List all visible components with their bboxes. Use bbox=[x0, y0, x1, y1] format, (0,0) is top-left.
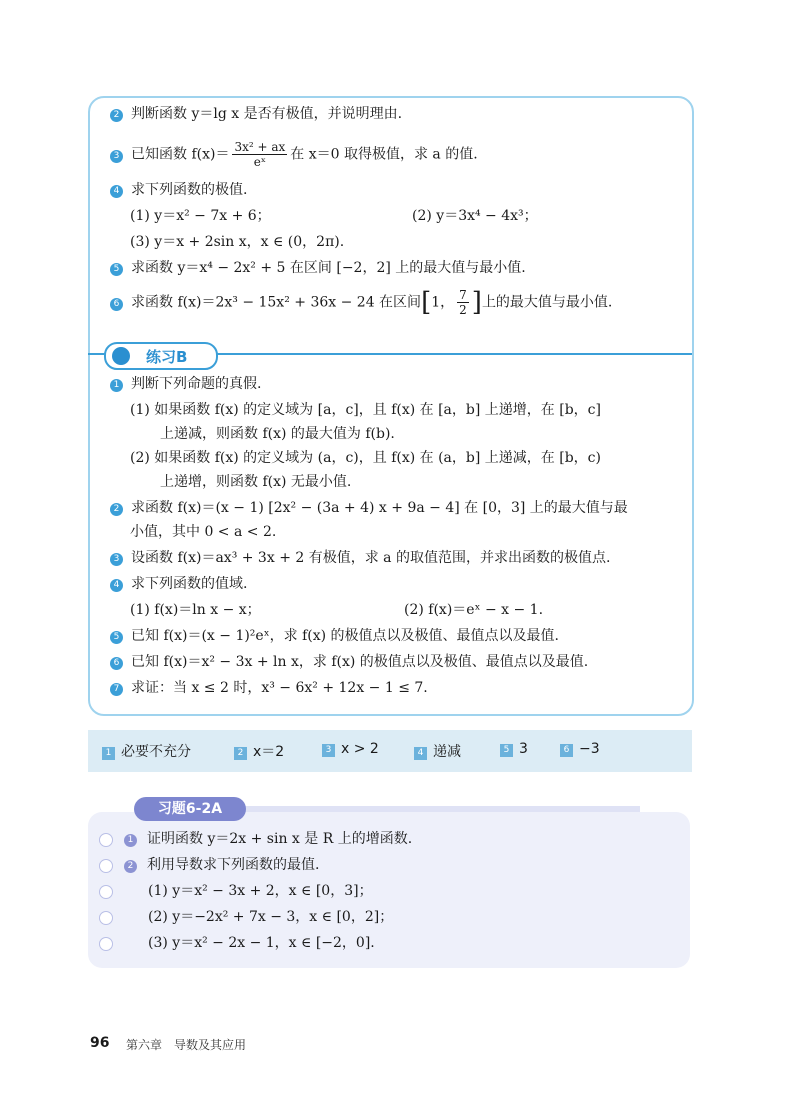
question-number: 5 bbox=[110, 631, 123, 644]
question-text: 设函数 f(x)＝ax³ + 3x + 2 有极值，求 a 的取值范围，并求出函数的极值点. bbox=[131, 550, 611, 566]
question-text: 已知函数 f(x)＝ bbox=[131, 146, 230, 163]
question-number: 4 bbox=[110, 579, 123, 592]
answer-item bbox=[414, 741, 461, 761]
bullet-circle bbox=[99, 885, 113, 899]
question-text: 证明函数 y＝2x + sin x 是 R 上的增函数. bbox=[147, 831, 413, 847]
answer-text: 3 bbox=[519, 741, 528, 757]
answer-number: 3 bbox=[322, 744, 335, 757]
answer-number: 5 bbox=[500, 744, 513, 757]
question-a6 bbox=[110, 288, 612, 317]
answer-item bbox=[322, 741, 379, 757]
sub-item: (1) 如果函数 f(x) 的定义域为 [a，c]，且 f(x) 在 [a，b] 上递增，在 [b，c] bbox=[130, 402, 601, 418]
question-number: 2 bbox=[110, 503, 123, 516]
fraction-denominator: eˣ bbox=[253, 155, 266, 169]
question-b2 bbox=[110, 498, 628, 518]
question-text: 求函数 y＝x⁴ − 2x² + 5 在区间 [−2，2] 上的最大值与最小值. bbox=[131, 260, 526, 276]
fraction-numerator: 7 bbox=[459, 288, 467, 302]
fraction bbox=[457, 288, 469, 317]
question-number: 3 bbox=[110, 150, 123, 163]
exercise-header-bar bbox=[240, 806, 640, 812]
question-b4 bbox=[110, 574, 247, 594]
question-number: 1 bbox=[124, 834, 137, 847]
question-text: 求函数 f(x)＝2x³ − 15x² + 36x − 24 在区间 bbox=[131, 294, 422, 311]
bullet-circle bbox=[99, 937, 113, 951]
bullet-circle bbox=[99, 833, 113, 847]
answer-item bbox=[560, 741, 600, 757]
question-number: 4 bbox=[110, 185, 123, 198]
question-text-cont: 小值，其中 0 < a < 2. bbox=[130, 524, 277, 540]
exercise-q2 bbox=[124, 855, 319, 875]
chapter-title: 第六章 导数及其应用 bbox=[126, 1038, 247, 1052]
fraction-denominator: 2 bbox=[459, 303, 467, 317]
question-text: 判断函数 y＝lg x 是否有极值，并说明理由. bbox=[131, 106, 403, 122]
question-b5 bbox=[110, 626, 559, 646]
sub-item: (2) 如果函数 f(x) 的定义域为 (a，c)，且 f(x) 在 (a，b] 上递减，在 [b，c) bbox=[130, 450, 601, 466]
question-b1 bbox=[110, 374, 261, 394]
sub-item: (1) y＝x² − 3x + 2，x ∈ [0，3]； bbox=[148, 883, 373, 899]
question-number: 2 bbox=[110, 109, 123, 122]
answer-text: x > 2 bbox=[341, 741, 379, 757]
bullet-circle bbox=[99, 859, 113, 873]
interval-start: 1， bbox=[431, 294, 455, 311]
exercise-q1 bbox=[124, 829, 412, 849]
sub-item: 上递增，则函数 f(x) 无最小值. bbox=[160, 474, 352, 490]
answer-item bbox=[102, 741, 191, 761]
fraction bbox=[232, 140, 287, 169]
sub-item: (1) y＝x² − 7x + 6； bbox=[130, 208, 271, 224]
question-b6 bbox=[110, 652, 588, 672]
question-a5 bbox=[110, 258, 526, 278]
question-text: 求函数 f(x)＝(x − 1) [2x² − (3a + 4) x + 9a − 4] 在 [0，3] 上的最大值与最 bbox=[131, 500, 628, 516]
bullet-circle bbox=[99, 911, 113, 925]
question-text: 求下列函数的值域. bbox=[131, 576, 248, 592]
question-number: 7 bbox=[110, 683, 123, 696]
question-a4 bbox=[110, 180, 247, 200]
practice-b-tag bbox=[104, 342, 218, 370]
question-text: 求证：当 x ≤ 2 时，x³ − 6x² + 12x − 1 ≤ 7. bbox=[131, 680, 428, 696]
answer-text: 必要不充分 bbox=[121, 744, 191, 760]
sub-item: (3) y＝x² − 2x − 1，x ∈ [−2，0]. bbox=[148, 935, 375, 951]
exercise-tag: 习题6-2A bbox=[134, 797, 246, 821]
question-text-end: 在 x＝0 取得极值，求 a 的值. bbox=[290, 146, 478, 163]
question-number: 6 bbox=[110, 657, 123, 670]
answer-strip bbox=[88, 730, 692, 772]
question-number: 5 bbox=[110, 263, 123, 276]
fraction-numerator: 3x² + ax bbox=[234, 140, 286, 154]
sub-item: 上递减，则函数 f(x) 的最大值为 f(b). bbox=[160, 426, 395, 442]
bracket: ] bbox=[471, 287, 482, 318]
sub-item: (3) y＝x + 2sin x，x ∈ (0，2π). bbox=[130, 234, 345, 250]
answer-item bbox=[234, 741, 284, 761]
answer-number: 4 bbox=[414, 747, 427, 760]
page-number: 96 bbox=[90, 1035, 110, 1051]
pencil-icon bbox=[112, 347, 130, 365]
question-text: 求下列函数的极值. bbox=[131, 182, 248, 198]
sub-item: (2) y＝−2x² + 7x − 3，x ∈ [0，2]； bbox=[148, 909, 394, 925]
practice-b-label: 练习B bbox=[146, 348, 188, 366]
question-text: 已知 f(x)＝x² − 3x + ln x，求 f(x) 的极值点以及极值、最值点以及最值. bbox=[131, 654, 589, 670]
question-b3 bbox=[110, 548, 610, 568]
question-b7 bbox=[110, 678, 428, 698]
sub-item: (2) f(x)＝eˣ − x − 1. bbox=[404, 602, 544, 618]
sub-item: (1) f(x)＝ln x − x； bbox=[130, 602, 261, 618]
bracket: [ bbox=[421, 287, 432, 318]
question-number: 2 bbox=[124, 860, 137, 873]
answer-text: x＝2 bbox=[253, 744, 285, 760]
answer-text: 递减 bbox=[433, 744, 461, 760]
question-text-end: 上的最大值与最小值. bbox=[481, 294, 613, 311]
question-number: 1 bbox=[110, 379, 123, 392]
sub-item: (2) y＝3x⁴ − 4x³； bbox=[412, 208, 538, 224]
answer-item bbox=[500, 741, 528, 757]
answer-text: −3 bbox=[579, 741, 600, 757]
question-a3 bbox=[110, 140, 478, 169]
answer-number: 6 bbox=[560, 744, 573, 757]
question-text: 判断下列命题的真假. bbox=[131, 376, 262, 392]
question-number: 6 bbox=[110, 298, 123, 311]
answer-number: 2 bbox=[234, 747, 247, 760]
question-number: 3 bbox=[110, 553, 123, 566]
answer-number: 1 bbox=[102, 747, 115, 760]
question-text: 已知 f(x)＝(x − 1)²eˣ，求 f(x) 的极值点以及极值、最值点以及最值. bbox=[131, 628, 559, 644]
question-a2 bbox=[110, 104, 402, 124]
question-text: 利用导数求下列函数的最值. bbox=[147, 857, 320, 873]
